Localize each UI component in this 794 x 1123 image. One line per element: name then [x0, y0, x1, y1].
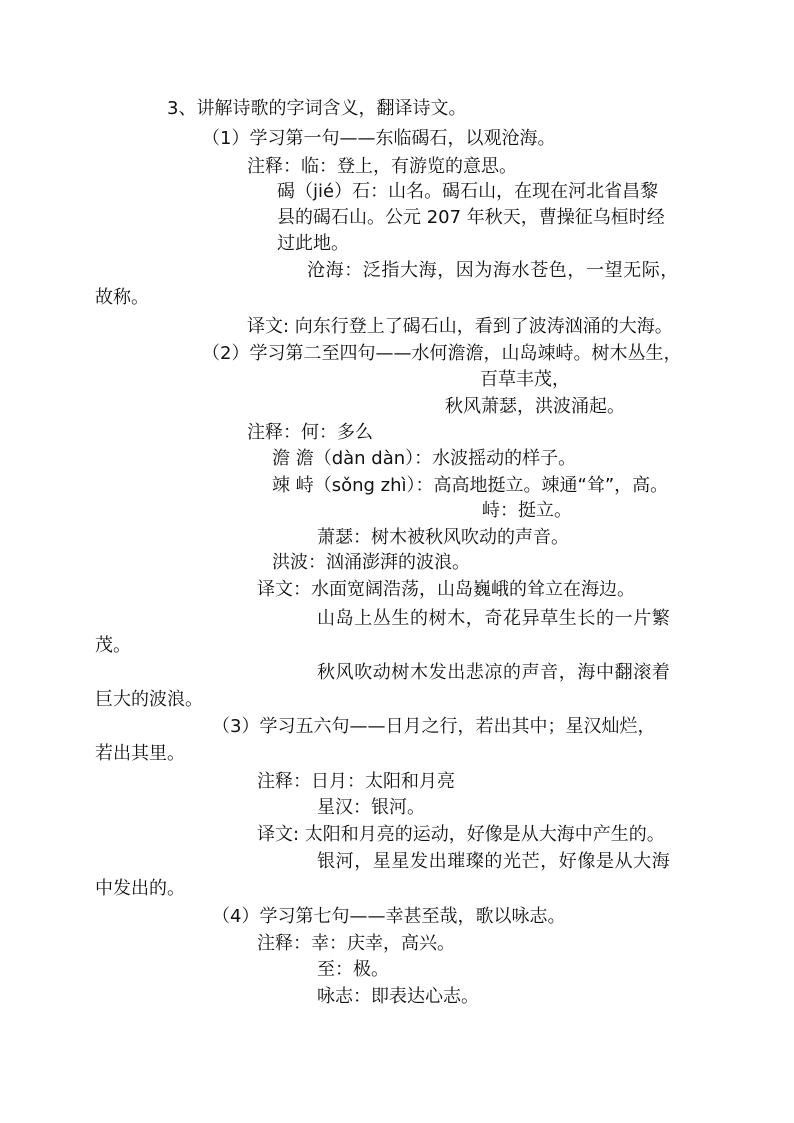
part4-title: （4）学习第七句——幸甚至哉，歌以咏志。: [212, 906, 566, 927]
part3-translation-line2: 银河，星星发出璀璨的光芒，好像是从大海: [317, 851, 671, 872]
part1-note-jieshi-line2: 县的碣石山。公元 207 年秋天，曹操征乌桓时经: [277, 207, 665, 228]
part2-note-he: 注释：何：多么: [247, 422, 373, 443]
part3-translation-line3: 中发出的。: [95, 878, 185, 899]
part2-translation-line5: 巨大的波浪。: [95, 689, 203, 710]
part4-note-xing: 注释：幸：庆幸，高兴。: [257, 933, 455, 954]
part2-translation-line3: 茂。: [95, 635, 131, 656]
part2-title-line2: 百草丰茂，: [480, 369, 570, 390]
section-heading: 3、讲解诗歌的字词含义，翻译诗文。: [167, 98, 467, 119]
part2-title-line3: 秋风萧瑟，洪波涌起。: [445, 396, 625, 417]
part3-translation-line1: 译文: 太阳和月亮的运动，好像是从大海中产生的。: [257, 824, 665, 845]
part2-translation-line4: 秋风吹动树木发出悲凉的声音，海中翻滚着: [317, 662, 671, 683]
part1-note-canghai-line1: 沧海：泛指大海，因为海水苍色，一望无际，: [307, 260, 679, 281]
part1-translation: 译文: 向东行登上了碣石山，看到了波涛汹涌的大海。: [247, 316, 673, 337]
part1-note-jieshi-line1: 碣（jié）石：山名。碣石山，在现在河北省昌黎: [277, 181, 659, 202]
part2-note-hongbo: 洪波：汹涌澎湃的波浪。: [272, 552, 470, 573]
part3-title-line2: 若出其里。: [95, 743, 185, 764]
part1-note-jieshi-line3: 过此地。: [277, 233, 349, 254]
part3-note-riyue: 注释：日月：太阳和月亮: [257, 771, 455, 792]
part4-note-yongzhi: 咏志：即表达心志。: [317, 986, 479, 1007]
part3-note-xinghan: 星汉：银河。: [317, 797, 425, 818]
part1-note-canghai-line2: 故称。: [95, 287, 149, 308]
part1-note-lin: 注释：临：登上，有游览的意思。: [247, 156, 517, 177]
part3-title-line1: （3）学习五六句——日月之行，若出其中；星汉灿烂，: [212, 716, 656, 737]
part4-note-zhi: 至：极。: [317, 959, 389, 980]
part2-note-xiaose: 萧瑟：树木被秋风吹动的声音。: [317, 527, 569, 548]
part2-translation-line1: 译文：水面宽阔浩荡，山岛巍峨的耸立在海边。: [257, 579, 635, 600]
part2-note-dandan: 澹 澹（dàn dàn）：水波摇动的样子。: [272, 448, 577, 469]
part2-note-songzhi-line2: 峙：挺立。: [482, 500, 572, 521]
part2-title: （2）学习第二至四句——水何澹澹，山岛竦峙。树木丛生，: [202, 343, 682, 364]
part1-title: （1）学习第一句——东临碣石，以观沧海。: [202, 128, 556, 149]
part2-note-songzhi-line1: 竦 峙（sǒng zhì）：高高地挺立。竦通“耸”，高。: [272, 475, 669, 496]
part2-translation-line2: 山岛上丛生的树木，奇花异草生长的一片繁: [317, 608, 671, 629]
